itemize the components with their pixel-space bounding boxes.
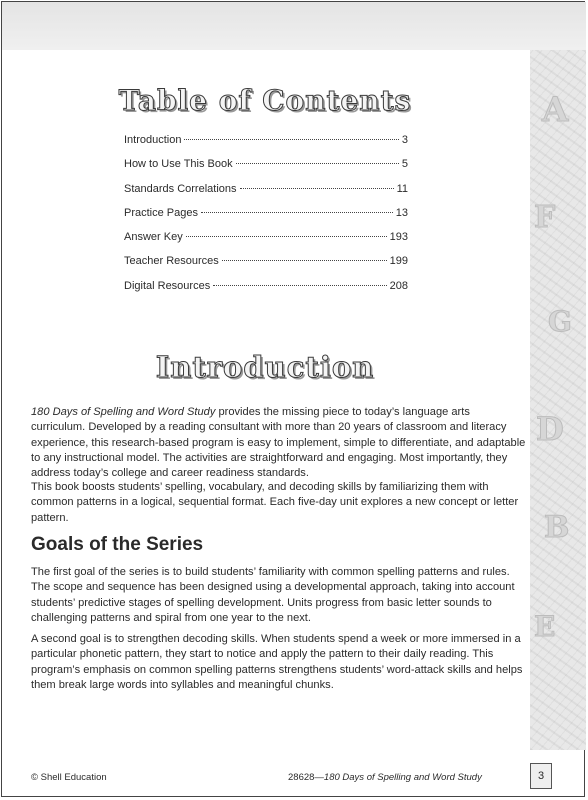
decorative-letter-glyph: G: [548, 305, 572, 338]
toc-entry-label: Answer Key: [124, 231, 183, 244]
introduction-title: Introduction: [155, 350, 375, 384]
toc-dot-leader: [186, 236, 387, 237]
toc-entry[interactable]: [124, 183, 408, 207]
footer-book-title: 180 Days of Spelling and Word Study: [323, 772, 482, 783]
decorative-letter-glyph: B: [544, 510, 570, 545]
goals-heading: Goals of the Series: [31, 534, 204, 555]
decorative-letter-collage: [530, 50, 586, 750]
toc-list: [124, 134, 408, 304]
toc-dot-leader: [184, 139, 398, 140]
toc-entry-label: How to Use This Book: [124, 158, 233, 171]
toc-dot-leader: [222, 260, 387, 261]
decorative-header-band: [2, 2, 586, 51]
toc-entry-label: Practice Pages: [124, 206, 198, 219]
toc-dot-leader: [240, 188, 394, 189]
toc-entry-page: 193: [389, 231, 408, 244]
page-number-box: [530, 763, 552, 789]
introduction-paragraph-1-text: provides the missing piece to today’s language arts curriculum. Developed by a reading consultant with more than 20 years of classroom and literacy experience, this research-based program is easy to implement, simple to differentiate, and adaptable to any instructional model. The activities are straightforward and engaging. Most importantly, they address today’s college and career readiness standards.: [31, 406, 526, 480]
decorative-letter-glyph: E: [534, 610, 556, 643]
toc-entry[interactable]: [124, 158, 408, 182]
introduction-paragraph-1: [31, 405, 527, 481]
toc-entry-page: 11: [396, 182, 408, 195]
decorative-letter-glyph: D: [536, 410, 564, 448]
toc-entry-label: Standards Correlations: [124, 182, 237, 195]
toc-title: Table of Contents: [118, 84, 412, 117]
goals-paragraph-2: A second goal is to strengthen decoding skills. When students spend a week or more immersed in a particular phonetic pattern, they start to notice and apply the pattern to their daily reading. This program’s emphasis on common spelling patterns strengthens students’ word-attack skills and helps them break large words into syllables and meaningful chunks.: [31, 633, 523, 691]
book-title-italic: 180 Days of Spelling and Word Study: [31, 406, 216, 418]
decorative-letter-glyph: F: [534, 200, 556, 235]
decorative-letter-glyph: A: [542, 90, 569, 130]
toc-dot-leader: [236, 163, 399, 164]
toc-dot-leader: [213, 285, 386, 286]
toc-entry[interactable]: [124, 207, 408, 231]
toc-entry[interactable]: [124, 280, 408, 304]
toc-entry-label: Introduction: [124, 134, 182, 146]
footer-product-code: 28628—: [288, 772, 324, 783]
toc-entry[interactable]: [124, 255, 408, 279]
toc-entry[interactable]: [124, 231, 408, 255]
toc-entry-page: 5: [401, 158, 408, 171]
toc-entry-label: Teacher Resources: [124, 255, 219, 268]
page-number: 3: [537, 770, 545, 782]
toc-entry[interactable]: [124, 134, 408, 158]
introduction-paragraph-2: This book boosts students’ spelling, vocabulary, and decoding skills by familiarizing them with common patterns in a logical, sequential format. Each five-day unit explores a new concept or letter pattern.: [31, 481, 519, 524]
toc-dot-leader: [201, 212, 393, 213]
toc-entry-page: 13: [395, 206, 408, 219]
goals-paragraph-1: The first goal of the series is to build students’ familiarity with common spelling patterns and rules. The scope and sequence has been designed using a developmental approach, taking into account students’ predictive stages of spelling development. Units progress from basic letter sounds to challenging patterns and spiral from one year to the next.: [31, 566, 515, 624]
footer-copyright: © Shell Education: [31, 772, 107, 783]
toc-entry-page: 208: [389, 279, 408, 292]
toc-entry-page: 3: [401, 134, 408, 146]
toc-entry-label: Digital Resources: [124, 279, 211, 292]
toc-entry-page: 199: [389, 255, 408, 268]
footer-book-reference: [288, 772, 482, 783]
